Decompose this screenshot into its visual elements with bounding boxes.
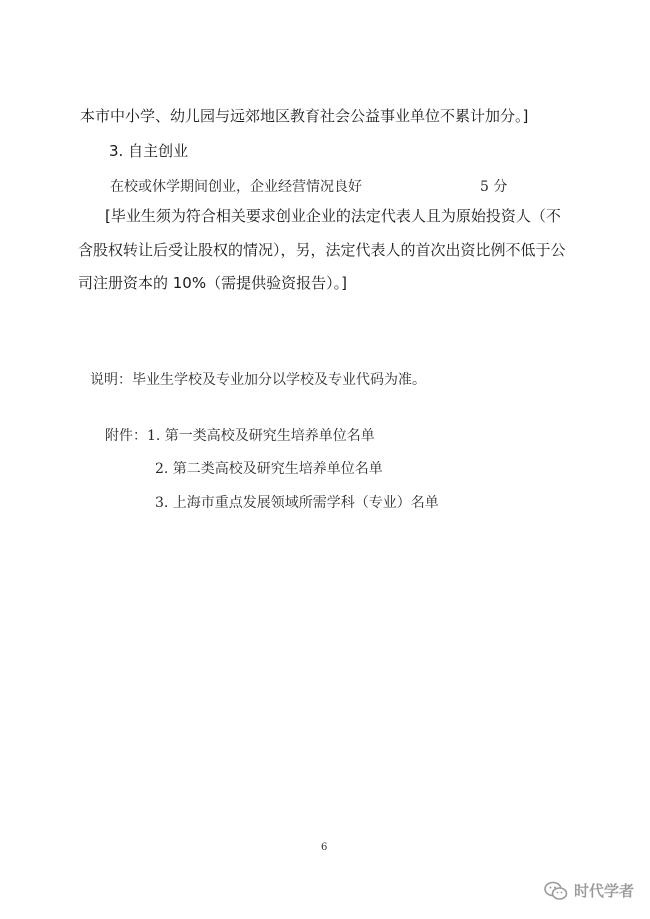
watermark (544, 880, 634, 901)
section-heading-self-employment: 3. 自主创业 (109, 142, 189, 160)
requirement-line-1: [毕业生须为符合相关要求创业企业的法定代表人且为原始投资人（不 (105, 207, 561, 225)
wechat-icon (544, 881, 568, 901)
requirement-line-2: 含股权转让后受让股权的情况），另，法定代表人的首次出资比例不低于公 (78, 241, 566, 259)
criteria-item-text: 在校或休学期间创业，企业经营情况良好 (110, 179, 362, 195)
requirement-line-3: 司注册资本的 10%（需提供验资报告）。] (78, 274, 347, 292)
watermark-text: 时代学者 (573, 882, 634, 900)
attachment-item-2: 2. 第二类高校及研究生培养单位名单 (155, 461, 383, 477)
criteria-item-score: 5 分 (480, 179, 508, 195)
explanation-note: 说明：毕业生学校及专业加分以学校及专业代码为准。 (90, 372, 426, 388)
page-number: 6 (321, 842, 328, 853)
attachment-item-1: 附件：1. 第一类高校及研究生培养单位名单 (105, 428, 375, 444)
paragraph-line-public-welfare: 本市中小学、幼儿园与远郊地区教育社会公益事业单位不累计加分。] (80, 107, 529, 125)
attachment-item-3: 3. 上海市重点发展领域所需学科（专业）名单 (155, 495, 439, 511)
